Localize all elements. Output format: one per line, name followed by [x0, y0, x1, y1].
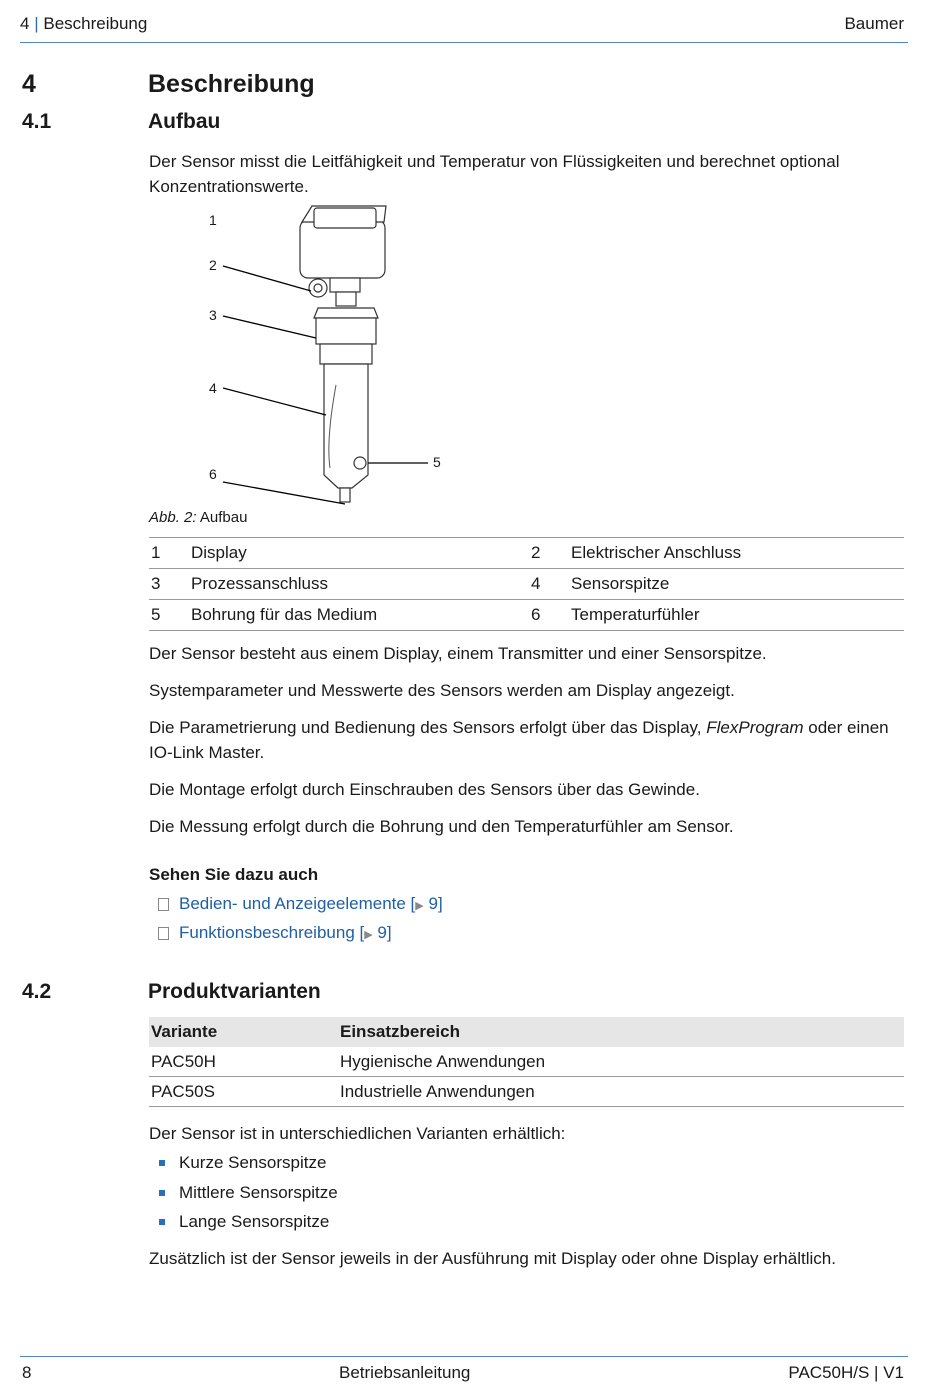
sensor-display-head [300, 220, 385, 278]
footer-product: PAC50H/S | V1 [788, 1363, 904, 1382]
callout-2: 2 [209, 257, 217, 273]
sensor-process-connection [314, 308, 378, 318]
caption-text: Aufbau [199, 509, 248, 526]
footer-doc-type: Betriebsanleitung [339, 1363, 471, 1382]
sensor-bore [354, 457, 366, 469]
running-header [20, 14, 147, 34]
see-also-link-2[interactable] [158, 920, 918, 948]
legend-text: Bohrung für das Medium [191, 600, 529, 631]
table-header-row [149, 1017, 904, 1047]
table-row [149, 1077, 904, 1107]
callout-1: 1 [209, 212, 217, 228]
link-page[interactable]: 9] [423, 894, 443, 913]
flexprogram-term: FlexProgram [706, 718, 804, 737]
table-cell: Industrielle Anwendungen [338, 1077, 904, 1107]
table-cell: PAC50H [149, 1047, 338, 1077]
link-text[interactable]: Bedien- und Anzeigeelemente [ [179, 894, 416, 913]
chapter-title: Beschreibung [148, 70, 315, 98]
document-icon [158, 898, 169, 911]
callout-3: 3 [209, 307, 217, 323]
variants-table [149, 1017, 904, 1107]
aufbau-intro: Der Sensor misst die Leitfähigkeit und Temperatur von Flüssigkeiten und berechnet optional Konzentrationswerte. [149, 152, 840, 196]
section-number-4-1: 4.1 [22, 110, 52, 133]
list-item-text: Lange Sensorspitze [179, 1212, 330, 1231]
footer-rule [20, 1356, 908, 1357]
column-header: Variante [149, 1017, 338, 1047]
figure-caption [149, 509, 247, 526]
para-operation [149, 715, 889, 765]
legend-num: 4 [529, 569, 571, 600]
legend-num: 6 [529, 600, 571, 631]
legend-text: Display [191, 538, 529, 569]
table-cell: Hygienische Anwendungen [338, 1047, 904, 1077]
sensor-screen [314, 208, 376, 228]
sensor-figure [190, 200, 490, 515]
callout-4: 4 [209, 380, 217, 396]
link-page[interactable]: 9] [372, 923, 392, 942]
para-components: Der Sensor besteht aus einem Display, einem Transmitter und einer Sensorspitze. [149, 644, 767, 663]
legend-num: 2 [529, 538, 571, 569]
header-separator: | [34, 14, 39, 33]
see-also-title: Sehen Sie dazu auch [149, 865, 319, 884]
header-brand: Baumer [844, 14, 904, 33]
document-icon [158, 927, 169, 940]
table-cell: PAC50S [149, 1077, 338, 1107]
list-item-text: Kurze Sensorspitze [179, 1153, 327, 1172]
variants-intro: Der Sensor ist in unterschiedlichen Varianten erhältlich: [149, 1124, 566, 1143]
chapter-number: 4 [22, 70, 36, 98]
section-title-produktvarianten: Produktvarianten [148, 980, 321, 1003]
header-rule [20, 42, 908, 43]
legend-num: 5 [149, 600, 191, 631]
legend-text: Elektrischer Anschluss [571, 538, 904, 569]
page-arrow-icon: ▶ [364, 929, 373, 941]
list-item [147, 1209, 907, 1234]
list-item [147, 1150, 907, 1175]
table-row [149, 1047, 904, 1077]
bullet-icon [159, 1160, 165, 1166]
legend-num: 3 [149, 569, 191, 600]
callout-5: 5 [433, 454, 441, 470]
see-also-link-1[interactable] [158, 891, 918, 919]
sensor-temperature-probe [340, 488, 350, 502]
table-row [149, 569, 904, 600]
list-item-text: Mittlere Sensorspitze [179, 1183, 338, 1202]
para-operation-a: Die Parametrierung und Bedienung des Sensors erfolgt über das Display, [149, 718, 707, 737]
figure-legend-table [149, 537, 904, 631]
bullet-icon [159, 1190, 165, 1196]
para-mounting: Die Montage erfolgt durch Einschrauben des Sensors über das Gewinde. [149, 780, 700, 799]
legend-text: Temperaturfühler [571, 600, 904, 631]
legend-num: 1 [149, 538, 191, 569]
section-number-4-2: 4.2 [22, 980, 52, 1003]
column-header: Einsatzbereich [338, 1017, 904, 1047]
para-operation-b: oder einen IO-Link Master. [149, 718, 889, 762]
page-arrow-icon: ▶ [415, 900, 424, 912]
bullet-icon [159, 1219, 165, 1225]
link-text[interactable]: Funktionsbeschreibung [ [179, 923, 365, 942]
table-row [149, 538, 904, 569]
section-title-aufbau: Aufbau [148, 110, 221, 133]
table-row [149, 600, 904, 631]
list-item [147, 1180, 907, 1205]
header-section-title: Beschreibung [43, 14, 148, 33]
footer-page-number: 8 [22, 1363, 32, 1382]
callout-6: 6 [209, 466, 217, 482]
para-display: Systemparameter und Messwerte des Sensors werden am Display angezeigt. [149, 681, 735, 700]
header-section-num: 4 [20, 14, 30, 33]
legend-text: Sensorspitze [571, 569, 904, 600]
para-measurement: Die Messung erfolgt durch die Bohrung und den Temperaturfühler am Sensor. [149, 817, 734, 836]
legend-text: Prozessanschluss [191, 569, 529, 600]
caption-prefix: Abb. 2: [149, 509, 197, 526]
variants-outro: Zusätzlich ist der Sensor jeweils in der Ausführung mit Display oder ohne Display erhältlich. [149, 1249, 836, 1268]
